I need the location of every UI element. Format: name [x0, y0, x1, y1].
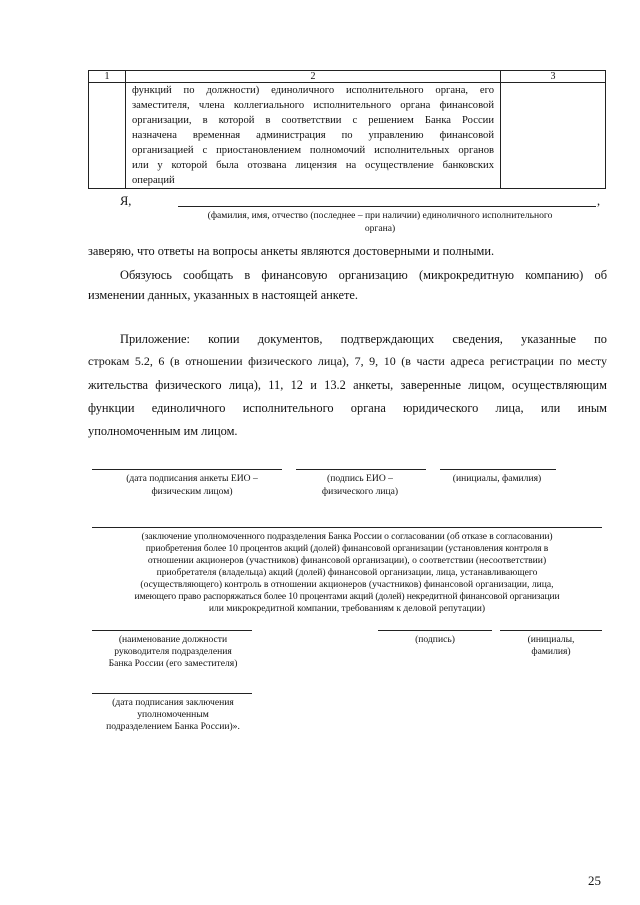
question-line: или у которой была отозвана лицензия на осуществление банковских — [132, 160, 494, 171]
question-line: организации, в которой в соответствии с решением Банка России — [132, 115, 494, 126]
bank-position-caption-3: Банка России (его заместителя) — [108, 658, 238, 669]
question-line: организацией с приостановлением полномочий исполнительных органов — [132, 145, 494, 156]
bank-signature-line — [378, 630, 492, 631]
conclusion-caption-7: или микрокредитной компании, требованиям к деловой репутации) — [208, 603, 486, 614]
eio-signature-caption-1: (подпись ЕИО – — [327, 473, 393, 484]
bank-position-caption-1: (наименование должности — [118, 634, 228, 645]
bank-initials-line — [500, 630, 602, 631]
question-line: функций по должности) единоличного исполнительного органа, его — [132, 85, 494, 96]
appendix-line-4: функции единоличного исполнительного органа юридического лица, или иным — [88, 401, 607, 415]
appendix-line-2: строкам 5.2, 6 (в отношении физического лица), 7, 9, 10 (в части адреса регистрации по месту — [88, 354, 607, 368]
fio-caption-2: органа) — [364, 223, 396, 234]
eio-initials-line — [440, 469, 556, 470]
page-number: 25 — [588, 873, 601, 888]
certify-text: заверяю, что ответы на вопросы анкеты являются достоверными и полными. — [88, 244, 495, 258]
bank-initials-caption-1: (инициалы, — [527, 634, 575, 645]
declaration-ya: Я, — [120, 194, 132, 208]
eio-date-caption-1: (дата подписания анкеты ЕИО – — [126, 473, 258, 484]
bank-initials-caption-2: фамилия) — [531, 646, 571, 657]
appendix-line-3: жительства физического лица), 11, 12 и 13.2 анкеты, заверенные лицом, осуществляющим — [88, 378, 607, 392]
conclusion-caption-6: имеющего право распоряжаться более 10 процентами акций (долей) некредитной финансовой организации — [134, 591, 560, 602]
table-cell-number — [89, 83, 126, 189]
fio-caption-1: (фамилия, имя, отчество (последнее – при наличии) единоличного исполнительного — [207, 210, 553, 221]
conclusion-date-caption-2: уполномоченным — [137, 709, 209, 720]
eio-initials-caption: (инициалы, фамилия) — [452, 473, 542, 484]
column-number-1: 1 — [89, 71, 126, 83]
column-number-3: 3 — [501, 71, 606, 83]
conclusion-caption-1: (заключение уполномоченного подразделения Банка России о согласовании (об отказе в согласовании) — [141, 531, 553, 542]
conclusion-caption-4: приобретателя (владельца) акций (долей) финансовой организации, лица, устанавливающего — [156, 567, 538, 578]
fio-line — [178, 206, 596, 207]
questionnaire-table — [88, 70, 606, 189]
appendix-line-5: уполномоченным им лицом. — [88, 424, 238, 438]
oblige-text-1: Обязуюсь сообщать в финансовую организацию (микрокредитную компанию) об — [120, 268, 607, 282]
column-number-2: 2 — [126, 71, 501, 83]
declaration-comma: , — [597, 194, 601, 208]
table-cell-answer — [501, 83, 606, 189]
conclusion-date-caption-1: (дата подписания заключения — [112, 697, 234, 708]
oblige-text-2: изменении данных, указанных в настоящей анкете. — [88, 288, 359, 302]
conclusion-date-line — [92, 693, 252, 694]
question-line: операций — [132, 175, 175, 186]
conclusion-date-caption-3: подразделением Банка России)». — [106, 721, 240, 732]
conclusion-caption-3: отношении акционеров (участников) финансовой организации), о соответствии (несоответствии) — [147, 555, 547, 566]
table-column-numbers — [89, 71, 606, 83]
eio-signature-caption-2: физического лица) — [321, 486, 399, 497]
eio-date-caption-2: физическим лицом) — [151, 486, 233, 497]
eio-date-line — [92, 469, 282, 470]
question-line: заместителя, члена коллегиального исполнительного органа финансовой — [132, 100, 494, 111]
conclusion-caption-5: (осуществляющего) контроль в отношении акционеров (участников) финансовой организации, лица, — [140, 579, 554, 590]
bank-position-line — [92, 630, 252, 631]
eio-signature-line — [296, 469, 426, 470]
bank-position-caption-2: руководителя подразделения — [114, 646, 232, 657]
question-line: назначена временная администрация по управлению финансовой — [132, 130, 494, 141]
appendix-line-1: Приложение: копии документов, подтверждающих сведения, указанные по — [120, 332, 607, 346]
table-cell-question — [126, 83, 501, 189]
conclusion-caption-2: приобретения более 10 процентов акций (долей) финансовой организации (установления контроля в — [145, 543, 549, 554]
bank-signature-caption: (подпись) — [415, 634, 455, 645]
conclusion-line — [92, 527, 602, 528]
table-row — [89, 83, 606, 189]
